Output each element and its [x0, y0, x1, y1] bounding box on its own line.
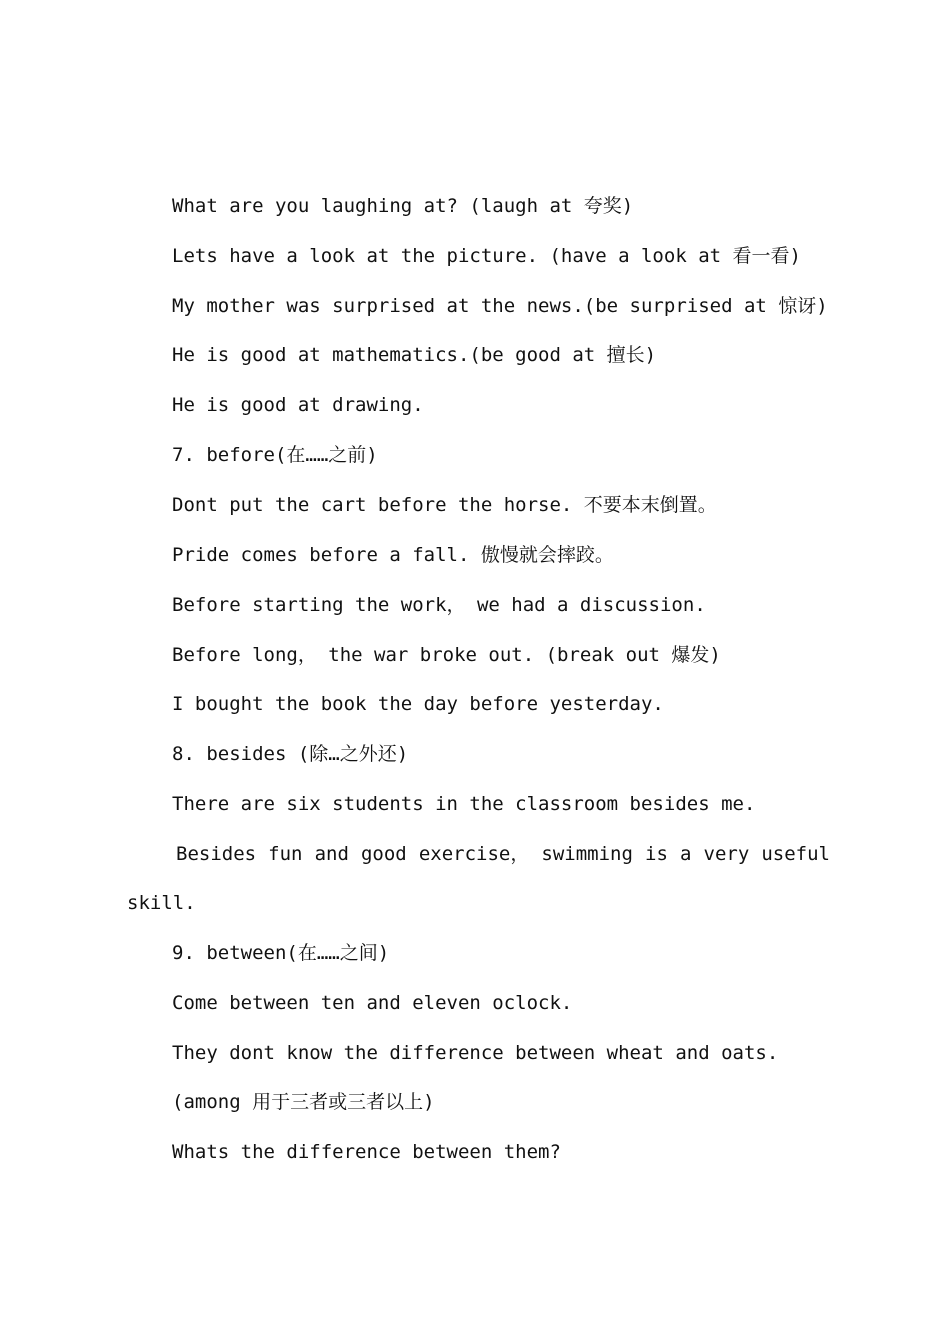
word: very	[703, 843, 750, 865]
text-line: My mother was surprised at the news.(be surprised at 惊讶)	[172, 295, 828, 317]
word: fun	[268, 843, 303, 865]
text-line: They dont know the difference between wheat and oats.	[172, 1042, 779, 1064]
text-line: Lets have a look at the picture. (have a look at 看一看)	[172, 245, 801, 267]
text-line: skill.	[127, 892, 196, 914]
text-line: He is good at mathematics.(be good at 擅长)	[172, 344, 657, 366]
section-heading: 9. between(在……之间)	[172, 942, 390, 964]
text-line: What are you laughing at? (laugh at 夸奖)	[172, 195, 634, 217]
text-line: He is good at drawing.	[172, 394, 424, 416]
word: good	[360, 843, 407, 865]
word: a	[679, 843, 692, 865]
word: is	[645, 843, 668, 865]
text-line: Dont put the cart before the horse. 不要本末倒置。	[172, 494, 717, 516]
section-heading: 8. besides (除…之外还)	[172, 743, 409, 765]
text-line: There are six students in the classroom besides me.	[172, 793, 756, 815]
word: useful	[761, 843, 830, 865]
word: and	[314, 843, 349, 865]
text-line: Come between ten and eleven oclock.	[172, 992, 573, 1014]
text-line: Before starting the work， we had a discussion.	[172, 594, 706, 616]
text-line: I bought the book the day before yesterday.	[172, 693, 664, 715]
text-line	[176, 842, 830, 866]
word: Besides	[176, 843, 257, 865]
word: swimming	[541, 843, 633, 865]
section-heading: 7. before(在……之前)	[172, 444, 378, 466]
text-line: (among 用于三者或三者以上)	[172, 1091, 435, 1113]
text-line: Before long， the war broke out. (break out 爆发)	[172, 644, 721, 666]
text-line: Whats the difference between them?	[172, 1141, 561, 1163]
word: exercise，	[418, 843, 530, 865]
text-line: Pride comes before a fall. 傲慢就会摔跤。	[172, 544, 614, 566]
